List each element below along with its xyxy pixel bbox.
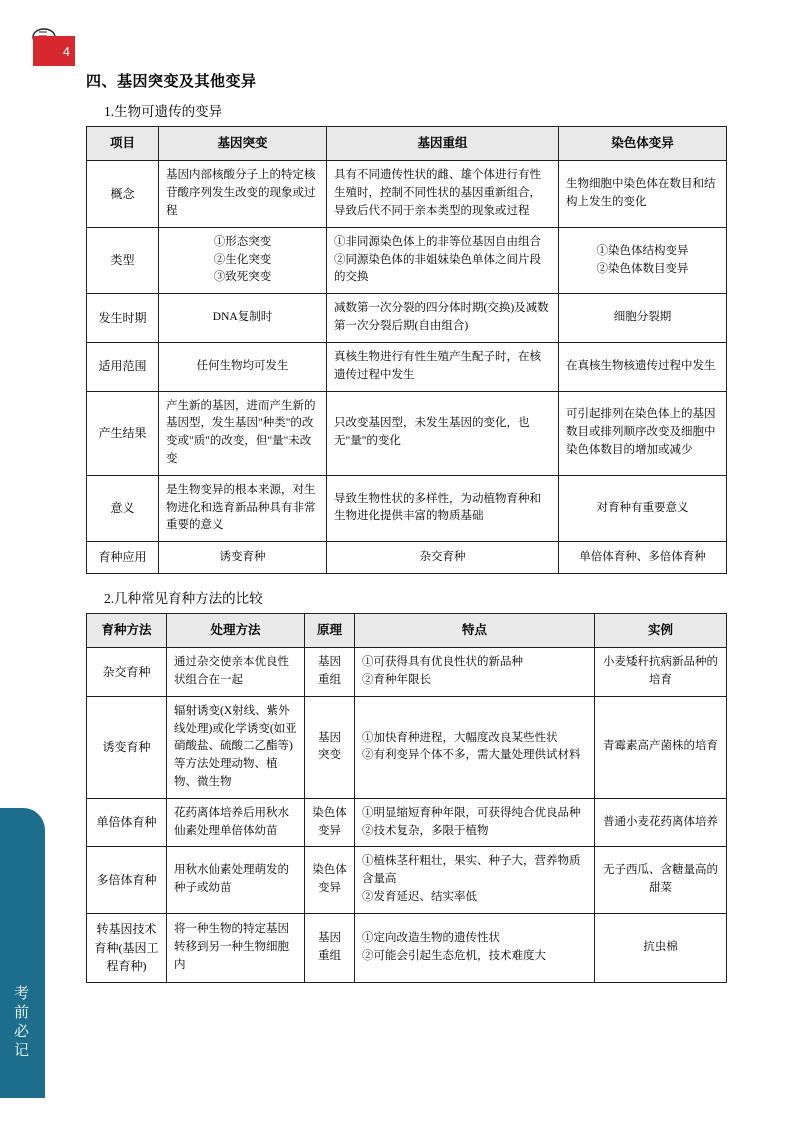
cell-gene-mutation: 产生新的基因，进而产生新的基因型，发生基因"种类"的改变或"质"的改变，但"量"未改变 <box>159 391 327 475</box>
row-label: 发生时期 <box>87 294 159 343</box>
cell-gene-recombination: 只改变基因型，未发生基因的变化，也无"量"的变化 <box>327 391 559 475</box>
cell-gene-mutation: 任何生物均可发生 <box>159 342 327 391</box>
table-row <box>87 913 727 982</box>
list-item: ②发育延迟、结实率低 <box>362 891 477 904</box>
list-item: ①形态突变 <box>213 235 272 248</box>
cell-breeding-method: 单倍体育种 <box>87 798 167 847</box>
cell-features <box>355 696 595 798</box>
cell-gene-recombination: 真核生物进行有性生殖产生配子时，在核遗传过程中发生 <box>327 342 559 391</box>
side-tab-char-2: 必 <box>13 1024 31 1040</box>
cell-process: 用秋水仙素处理萌发的种子或幼苗 <box>167 847 305 913</box>
cell-breeding-method: 转基因技术育种(基因工程育种) <box>87 913 167 982</box>
subsection-title-1: 1.生物可遗传的变异 <box>104 104 223 119</box>
cell-features <box>355 913 595 982</box>
cell-gene-recombination <box>327 227 559 293</box>
list-item: ②生化突变 <box>213 253 272 266</box>
cell-example: 普通小麦花药离体培养 <box>595 798 727 847</box>
table2-header-2: 原理 <box>305 613 355 647</box>
table2-header-3: 特点 <box>355 613 595 647</box>
cell-breeding-method: 杂交育种 <box>87 648 167 697</box>
cell-features <box>355 798 595 847</box>
principle-line: 基因 <box>318 931 341 944</box>
cell-gene-mutation: 基因内部核酸分子上的特定核苷酸序列发生改变的现象或过程 <box>159 161 327 227</box>
cell-principle <box>305 798 355 847</box>
page-number: 4 <box>62 43 70 59</box>
side-tab-char-0: 考 <box>13 986 31 1002</box>
table-row <box>87 391 727 475</box>
table-row <box>87 342 727 391</box>
cell-chromosome-variation: 细胞分裂期 <box>559 294 727 343</box>
principle-line: 突变 <box>318 749 341 762</box>
page-number-badge <box>33 36 75 66</box>
cell-example: 无子西瓜、含糖量高的甜菜 <box>595 847 727 913</box>
table2-header-4: 实例 <box>595 613 727 647</box>
principle-line: 重组 <box>318 673 341 686</box>
cell-principle <box>305 696 355 798</box>
table2-header-0: 育种方法 <box>87 613 167 647</box>
cell-chromosome-variation <box>559 227 727 293</box>
principle-line: 基因 <box>318 656 341 669</box>
cell-example: 小麦矮秆抗病新品种的培育 <box>595 648 727 697</box>
principle-line: 重组 <box>318 949 341 962</box>
cell-gene-mutation <box>159 227 327 293</box>
cell-gene-mutation: 是生物变异的根本来源，对生物进化和选育新品种具有非常重要的意义 <box>159 475 327 541</box>
side-tab-label <box>0 985 45 1061</box>
table-row <box>87 696 727 798</box>
list-item: ②可能会引起生态危机，技术难度大 <box>362 949 546 962</box>
table1-header-1: 基因突变 <box>159 127 327 161</box>
cell-features <box>355 648 595 697</box>
table-row <box>87 648 727 697</box>
table1-header-3: 染色体变异 <box>559 127 727 161</box>
principle-line: 基因 <box>318 731 341 744</box>
cell-principle <box>305 847 355 913</box>
list-item: ②有利变异个体不多，需大量处理供试材料 <box>362 749 581 762</box>
side-tab-char-3: 记 <box>13 1043 31 1059</box>
table-header-row <box>87 127 727 161</box>
cell-gene-recombination: 具有不同遗传性状的雌、雄个体进行有性生殖时，控制不同性状的基因重新组合，导致后代不同于亲本类型的现象或过程 <box>327 161 559 227</box>
cell-process: 辐射诱变(X射线、紫外线处理)或化学诱变(如亚硝酸盐、硫酸二乙酯等)等方法处理动物、植物、微生物 <box>167 696 305 798</box>
principle-line: 染色体 <box>312 864 347 877</box>
row-label: 育种应用 <box>87 542 159 574</box>
section-title: 四、基因突变及其他变异 <box>86 74 257 90</box>
table-row <box>87 847 727 913</box>
cell-gene-recombination: 导致生物性状的多样性，为动植物育种和生物进化提供丰富的物质基础 <box>327 475 559 541</box>
list-item: ②育种年限长 <box>362 673 431 686</box>
subsection-title-2: 2.几种常见育种方法的比较 <box>104 590 263 606</box>
table-row <box>87 161 727 227</box>
table1-header-0: 项目 <box>87 127 159 161</box>
list-item: ①明显缩短育种年限，可获得纯合优良品种 <box>362 806 581 819</box>
table-row <box>87 227 727 293</box>
row-label: 适用范围 <box>87 342 159 391</box>
cell-breeding-method: 多倍体育种 <box>87 847 167 913</box>
principle-line: 变异 <box>318 882 341 895</box>
cell-gene-recombination: 减数第一次分裂的四分体时期(交换)及减数第一次分裂后期(自由组合) <box>327 294 559 343</box>
cell-process: 花药离体培养后用秋水仙素处理单倍体幼苗 <box>167 798 305 847</box>
cell-principle <box>305 648 355 697</box>
cell-chromosome-variation: 可引起排列在染色体上的基因数目或排列顺序改变及细胞中染色体数目的增加或减少 <box>559 391 727 475</box>
cell-breeding-method: 诱变育种 <box>87 696 167 798</box>
table-breeding-methods <box>86 613 727 983</box>
table1-header-2: 基因重组 <box>327 127 559 161</box>
principle-line: 染色体 <box>312 806 347 819</box>
page-content <box>86 70 726 983</box>
cell-process: 通过杂交使亲本优良性状组合在一起 <box>167 648 305 697</box>
cell-process: 将一种生物的特定基因转移到另一种生物细胞内 <box>167 913 305 982</box>
table-inheritable-variation <box>86 126 727 574</box>
cell-chromosome-variation: 对育种有重要意义 <box>559 475 727 541</box>
list-item: ①非同源染色体上的非等位基因自由组合 <box>334 235 541 248</box>
cell-principle <box>305 913 355 982</box>
list-item: ①染色体结构变异 <box>596 244 689 257</box>
cell-gene-mutation: DNA复制时 <box>159 294 327 343</box>
table2-header-1: 处理方法 <box>167 613 305 647</box>
cell-gene-recombination: 杂交育种 <box>327 542 559 574</box>
cell-chromosome-variation: 单倍体育种、多倍体育种 <box>559 542 727 574</box>
cell-gene-mutation: 诱变育种 <box>159 542 327 574</box>
table-header-row <box>87 613 727 647</box>
list-item: ①可获得具有优良性状的新品种 <box>362 656 523 669</box>
list-item: ②染色体数目变异 <box>596 262 689 275</box>
list-item: ②同源染色体的非姐妹染色单体之间片段的交换 <box>334 253 541 284</box>
table-row <box>87 294 727 343</box>
list-item: ③致死突变 <box>213 271 272 284</box>
cell-features <box>355 847 595 913</box>
table-row <box>87 798 727 847</box>
row-label: 类型 <box>87 227 159 293</box>
list-item: ①加快育种进程，大幅度改良某些性状 <box>362 731 558 744</box>
cell-example: 青霉素高产菌株的培育 <box>595 696 727 798</box>
side-tab-char-1: 前 <box>13 1005 31 1021</box>
list-item: ①定向改造生物的遗传性状 <box>362 931 500 944</box>
table-row <box>87 475 727 541</box>
list-item: ①植株茎秆粗壮，果实、种子大，营养物质含量高 <box>362 855 581 886</box>
principle-line: 变异 <box>318 824 341 837</box>
cell-chromosome-variation: 生物细胞中染色体在数目和结构上发生的变化 <box>559 161 727 227</box>
table-row <box>87 542 727 574</box>
row-label: 意义 <box>87 475 159 541</box>
cell-chromosome-variation: 在真核生物核遗传过程中发生 <box>559 342 727 391</box>
list-item: ②技术复杂，多限于植物 <box>362 824 489 837</box>
row-label: 产生结果 <box>87 391 159 475</box>
cell-example: 抗虫棉 <box>595 913 727 982</box>
row-label: 概念 <box>87 161 159 227</box>
